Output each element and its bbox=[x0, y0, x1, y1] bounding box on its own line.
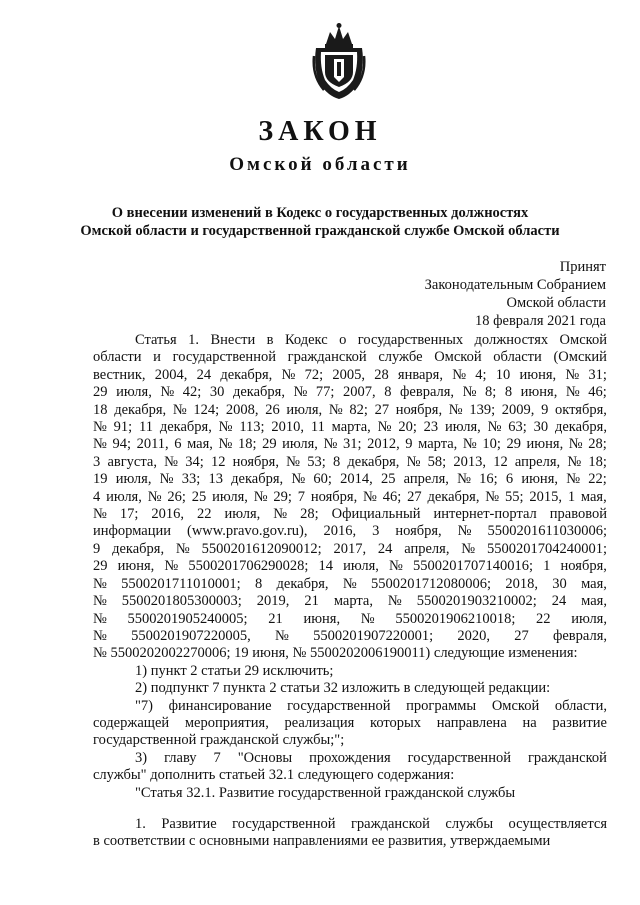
accepted-by: Законодательным Собранием bbox=[424, 277, 606, 293]
body-word: 5500201907220001; bbox=[313, 627, 434, 644]
law-subject bbox=[0, 204, 640, 240]
body-word: содержащей bbox=[93, 714, 170, 731]
body-word: марта, bbox=[418, 436, 458, 453]
body-word: Омской bbox=[559, 332, 607, 348]
body-word: января, bbox=[397, 366, 443, 383]
body-word: июля, bbox=[286, 401, 323, 418]
body-word: декабря, bbox=[220, 366, 273, 383]
body-word: августа, bbox=[107, 453, 157, 470]
body-word: 5500201712080006; bbox=[371, 575, 492, 592]
body-line: "Статья 32.1. Развитие государственной гражданской службы bbox=[135, 784, 516, 801]
body-line bbox=[93, 367, 607, 384]
body-word: 20; bbox=[398, 419, 417, 436]
body-word: развитие bbox=[552, 714, 607, 731]
body-word: № bbox=[462, 384, 477, 401]
body-word: "Основы bbox=[237, 749, 293, 766]
body-line bbox=[93, 349, 607, 366]
body-word: (www.pravo.gov.ru), bbox=[186, 523, 308, 540]
body-word: 29 bbox=[262, 436, 277, 453]
body-word: 10 bbox=[495, 366, 511, 383]
body-word: 58; bbox=[427, 453, 447, 470]
body-word: апреля, bbox=[403, 471, 449, 488]
body-word: Статья bbox=[135, 332, 177, 348]
body-word: 8 bbox=[332, 453, 341, 470]
body-word: 6 bbox=[505, 471, 514, 488]
body-word: 23 bbox=[423, 419, 439, 436]
body-word: 22 bbox=[536, 610, 551, 627]
body-word: государственной bbox=[407, 749, 511, 766]
body-word: № bbox=[93, 610, 107, 627]
body-word: 11 bbox=[139, 419, 153, 436]
body-word: № bbox=[461, 540, 476, 557]
body-word: декабря, bbox=[112, 540, 165, 557]
body-word: июня, bbox=[520, 384, 558, 401]
body-word: апреля, bbox=[514, 453, 561, 470]
body-word: 5500201706290028; bbox=[188, 558, 309, 575]
body-word: 27 bbox=[407, 488, 422, 505]
body-word: № bbox=[93, 575, 107, 592]
body-line bbox=[93, 402, 607, 419]
body-word: 2016, bbox=[151, 506, 184, 523]
body-word: 8 bbox=[504, 384, 513, 401]
body-word: № bbox=[175, 540, 190, 557]
body-word: Кодекс bbox=[284, 332, 328, 348]
body-word: № bbox=[274, 627, 289, 644]
body-word: 12 bbox=[493, 453, 508, 470]
body-word: 29; bbox=[273, 488, 292, 505]
body-line bbox=[93, 611, 607, 628]
body-word: о bbox=[339, 332, 347, 348]
body-word: декабря, bbox=[427, 488, 480, 505]
body-word: 31; bbox=[342, 436, 362, 453]
body-word: 28; bbox=[300, 506, 319, 523]
body-word: № bbox=[93, 627, 107, 644]
body-word: декабря, bbox=[276, 575, 329, 592]
body-word: прохождения bbox=[309, 749, 391, 766]
body-word: июля, bbox=[212, 488, 248, 505]
body-word: "7) bbox=[135, 697, 153, 714]
body-line bbox=[93, 541, 607, 558]
body-word: 82; bbox=[349, 401, 368, 418]
body-line: 2) подпункт 7 пункта 2 статьи 32 изложить в следующей редакции: bbox=[135, 680, 551, 697]
body-word: гражданской bbox=[350, 815, 430, 832]
body-word: 2008, bbox=[225, 401, 259, 418]
body-word: февраля, bbox=[400, 384, 455, 401]
body-word: апреля, bbox=[404, 540, 450, 557]
body-word: 1 bbox=[543, 558, 551, 575]
body-word: 29 bbox=[506, 436, 521, 453]
body-word: № bbox=[457, 523, 472, 540]
body-word: 10; bbox=[482, 436, 501, 453]
body-word: 24 bbox=[196, 366, 212, 383]
body-word: февраля, bbox=[552, 627, 607, 644]
body-word: № bbox=[93, 593, 107, 610]
acceptance-block bbox=[425, 258, 606, 330]
body-word: № bbox=[377, 419, 392, 436]
body-word: № bbox=[286, 453, 301, 470]
body-word: 33; bbox=[181, 471, 201, 488]
body-word: 60; bbox=[313, 471, 332, 488]
body-word: декабря, bbox=[232, 384, 285, 401]
body-word: 55; bbox=[504, 488, 524, 505]
body-word: № bbox=[568, 436, 583, 453]
body-line bbox=[93, 698, 607, 715]
body-word: 9 bbox=[93, 540, 101, 557]
body-word: 12 bbox=[210, 453, 226, 470]
body-word: 3) bbox=[135, 749, 148, 766]
body-word: № bbox=[565, 384, 580, 401]
body-word: мая, bbox=[580, 488, 607, 505]
body-word: 9 bbox=[405, 436, 413, 453]
body-word: 5500201906210018; bbox=[395, 610, 516, 627]
body-word: вестник, bbox=[93, 366, 146, 383]
body-word: 29 bbox=[93, 384, 108, 401]
body-word: 1 bbox=[567, 488, 576, 505]
body-line bbox=[93, 715, 607, 732]
accepted-region: Омской области bbox=[506, 295, 606, 311]
body-word: 1. bbox=[135, 815, 146, 832]
body-word: 46; bbox=[588, 384, 607, 401]
body-word: № bbox=[218, 436, 233, 453]
body-word: 7 bbox=[297, 488, 306, 505]
body-word: 63; bbox=[508, 419, 527, 436]
body-word: 2007, bbox=[343, 384, 376, 401]
body-word: 8 bbox=[254, 575, 263, 592]
body-word: 77; bbox=[315, 384, 335, 401]
body-line bbox=[93, 419, 607, 436]
body-line bbox=[93, 750, 607, 767]
body-word: 30 bbox=[533, 419, 549, 436]
body-line bbox=[93, 436, 607, 453]
body-word: области, bbox=[554, 697, 607, 714]
body-line bbox=[93, 576, 607, 593]
body-word: 21 bbox=[268, 610, 283, 627]
body-word: 27 bbox=[514, 627, 529, 644]
body-word: 42; bbox=[182, 384, 202, 401]
body-word: службы bbox=[445, 815, 494, 832]
body-word: марта, bbox=[331, 419, 371, 436]
body-word: государственных bbox=[357, 332, 464, 348]
body-word: № bbox=[273, 506, 288, 523]
body-word: 5500201611030006; bbox=[487, 523, 607, 540]
body-word: реализация bbox=[284, 714, 355, 731]
body-word: 2014, bbox=[340, 471, 373, 488]
body-word: № bbox=[147, 488, 162, 505]
body-word: мероприятия, bbox=[184, 714, 269, 731]
body-word: июня, bbox=[303, 610, 341, 627]
body-word: № bbox=[253, 488, 268, 505]
body-word: ноября, bbox=[232, 453, 279, 470]
body-word: Внести bbox=[210, 332, 256, 348]
body-word: № bbox=[93, 419, 107, 436]
body-word: № bbox=[93, 506, 107, 523]
body-word: 21 bbox=[304, 593, 319, 610]
body-word: июля, bbox=[571, 610, 607, 627]
body-word: 5500201903210002; bbox=[416, 593, 537, 610]
law-title: ЗАКОН bbox=[258, 116, 382, 147]
body-word: 1. bbox=[188, 332, 199, 348]
body-word: № bbox=[363, 488, 377, 505]
body-word: № bbox=[342, 575, 357, 592]
body-word: 2016, bbox=[323, 523, 357, 540]
body-word: Омской bbox=[434, 349, 482, 366]
body-word: 2018, bbox=[505, 575, 538, 592]
body-line bbox=[93, 489, 607, 506]
body-word: должностях bbox=[474, 332, 549, 348]
body-word: ноября, bbox=[310, 488, 358, 505]
body-line bbox=[93, 523, 607, 540]
body-word: 124; bbox=[193, 401, 220, 418]
subject-line: Омской области и государственной гражданской службе Омской области bbox=[80, 223, 560, 239]
body-word: 46; bbox=[382, 488, 402, 505]
body-word: 3 bbox=[372, 523, 380, 540]
body-word: № bbox=[160, 384, 175, 401]
body-word: декабря, bbox=[159, 419, 212, 436]
body-word: 5500201805300003; bbox=[121, 593, 242, 610]
body-word: июля, bbox=[445, 419, 481, 436]
body-word: 6 bbox=[174, 436, 182, 453]
body-word: июля, bbox=[115, 471, 152, 488]
body-word: 53; bbox=[307, 453, 326, 470]
accepted-label: Принят bbox=[559, 259, 606, 275]
body-word: 14 bbox=[318, 558, 334, 575]
body-word: № bbox=[218, 419, 233, 436]
body-word: 5500201711010001; bbox=[121, 575, 241, 592]
body-word: 26; bbox=[167, 488, 186, 505]
body-word: 139; bbox=[469, 401, 496, 418]
body-word: 2017, bbox=[333, 540, 367, 557]
body-word: 13 bbox=[208, 471, 223, 488]
body-word: № bbox=[281, 366, 296, 383]
body-word: 5500201907220005, bbox=[131, 627, 251, 644]
body-word: № bbox=[323, 436, 338, 453]
body-word: на bbox=[522, 714, 537, 731]
body-line bbox=[93, 593, 607, 610]
body-word: Омской bbox=[491, 697, 540, 714]
body-word: № bbox=[567, 453, 582, 470]
body-word: октября, bbox=[555, 401, 607, 418]
body-line bbox=[93, 332, 607, 349]
body-word: декабря, bbox=[554, 419, 607, 436]
body-word: ноября, bbox=[395, 401, 443, 418]
body-word: осуществляется bbox=[508, 815, 607, 832]
body-word: интернет-портал bbox=[433, 506, 537, 523]
body-line: службы" дополнить статьей 32.1 следующего содержания: bbox=[93, 767, 455, 784]
body-word: 8; bbox=[485, 384, 497, 401]
body-word: № bbox=[159, 471, 174, 488]
body-word: 29 bbox=[93, 558, 108, 575]
body-word: и bbox=[153, 349, 161, 366]
body-word: № bbox=[452, 366, 467, 383]
body-word: июля, bbox=[224, 506, 261, 523]
body-word: № bbox=[565, 366, 580, 383]
body-word: 94; bbox=[112, 436, 131, 453]
body-word: гражданской bbox=[287, 349, 367, 366]
body-word: № bbox=[485, 488, 500, 505]
body-word: декабря, bbox=[347, 453, 400, 470]
body-word: 25 bbox=[380, 471, 396, 488]
body-word: направлена bbox=[436, 714, 507, 731]
body-word: главу bbox=[164, 749, 197, 766]
law-body bbox=[93, 332, 607, 851]
body-word: июня, bbox=[521, 471, 558, 488]
body-word: № bbox=[291, 471, 306, 488]
body-word: № bbox=[164, 558, 179, 575]
body-word: декабря, bbox=[231, 471, 284, 488]
body-line: государственной гражданской службы;"; bbox=[93, 732, 345, 749]
body-word: 18; bbox=[588, 453, 607, 470]
body-word: ноября, bbox=[395, 523, 442, 540]
body-line bbox=[93, 454, 607, 471]
body-word: 24 bbox=[377, 540, 393, 557]
body-word: государственной bbox=[232, 815, 336, 832]
body-word: № bbox=[360, 610, 375, 627]
body-word: декабря, bbox=[114, 401, 167, 418]
body-word: № bbox=[406, 453, 421, 470]
body-word: 24 bbox=[551, 593, 567, 610]
body-word: № bbox=[487, 419, 502, 436]
body-word: 72; bbox=[304, 366, 324, 383]
body-word: 30 bbox=[209, 384, 225, 401]
body-word: программы bbox=[406, 697, 477, 714]
body-word: которых bbox=[370, 714, 422, 731]
region-name: Омской области bbox=[229, 154, 411, 175]
body-word: 5500201905240005; bbox=[127, 610, 248, 627]
body-word: марта, bbox=[333, 593, 373, 610]
body-word: финансирование bbox=[168, 697, 272, 714]
body-word: мая, bbox=[187, 436, 213, 453]
body-word: 2013, bbox=[453, 453, 487, 470]
body-word: 25 bbox=[191, 488, 207, 505]
body-word: государственной bbox=[172, 349, 276, 366]
body-word: 2004, bbox=[154, 366, 188, 383]
body-word: 2012, bbox=[367, 436, 400, 453]
body-line: 1) пункт 2 статьи 29 исключить; bbox=[135, 662, 334, 679]
body-word: 8 bbox=[384, 384, 392, 401]
body-word: области bbox=[493, 349, 542, 366]
body-word: 30 bbox=[552, 575, 567, 592]
body-word: июля, bbox=[116, 384, 152, 401]
body-word: 28; bbox=[588, 436, 607, 453]
body-word: службе bbox=[378, 349, 423, 366]
body-word: № bbox=[457, 471, 471, 488]
body-word: 18 bbox=[93, 401, 108, 418]
body-word: 2010, bbox=[271, 419, 305, 436]
subject-line: О внесении изменений в Кодекс о государственных должностях bbox=[111, 205, 529, 221]
body-word: июля, bbox=[343, 558, 379, 575]
body-word: июня, bbox=[519, 366, 557, 383]
body-word: 5500201707140016; bbox=[413, 558, 534, 575]
body-word: № bbox=[172, 401, 187, 418]
paragraph-gap bbox=[93, 802, 607, 816]
body-line: в соответствии с основными направлениями ее развития, утверждаемыми bbox=[93, 833, 551, 850]
body-word: правовой bbox=[549, 506, 607, 523]
body-word: № bbox=[448, 401, 463, 418]
body-word: 2020, bbox=[457, 627, 490, 644]
body-line bbox=[93, 628, 607, 645]
body-word: 18; bbox=[237, 436, 257, 453]
body-word: 2005, bbox=[332, 366, 365, 383]
body-word: 5500201704240001; bbox=[486, 540, 607, 557]
body-word: информации bbox=[93, 523, 171, 540]
body-word: 26 bbox=[265, 401, 280, 418]
body-word: 31; bbox=[588, 366, 607, 383]
body-word: № bbox=[293, 384, 308, 401]
body-word: 22 bbox=[197, 506, 212, 523]
body-word: в bbox=[266, 332, 274, 348]
body-line: № 5500202002270006; 19 июня, № 5500202006190011) следующие изменения: bbox=[93, 645, 578, 662]
body-line bbox=[93, 558, 607, 575]
body-word: 11 bbox=[310, 419, 325, 436]
body-word: № bbox=[387, 593, 402, 610]
body-word: 2009, bbox=[501, 401, 535, 418]
body-word: июля, bbox=[282, 436, 318, 453]
body-word: 16; bbox=[479, 471, 498, 488]
body-word: 19 bbox=[93, 471, 108, 488]
body-word: 2011, bbox=[136, 436, 169, 453]
body-word: области bbox=[93, 349, 142, 366]
body-word: (Омский bbox=[553, 349, 607, 366]
body-word: Официальный bbox=[331, 506, 421, 523]
body-word: № bbox=[566, 471, 581, 488]
body-word: 17; bbox=[119, 506, 139, 523]
body-line bbox=[93, 506, 607, 523]
body-word: 7 bbox=[213, 749, 221, 766]
accepted-date: 18 февраля 2021 года bbox=[474, 313, 606, 329]
body-word: гражданской bbox=[527, 749, 607, 766]
body-word: № bbox=[462, 436, 477, 453]
body-word: 9 bbox=[541, 401, 549, 418]
body-word: 34; bbox=[185, 453, 204, 470]
body-line bbox=[93, 816, 607, 833]
body-word: № bbox=[164, 453, 178, 470]
body-word: № bbox=[93, 436, 107, 453]
body-word: 4; bbox=[475, 366, 487, 383]
body-word: 2015, bbox=[529, 488, 562, 505]
body-word: 113; bbox=[239, 419, 265, 436]
body-word: июня, bbox=[526, 436, 564, 453]
body-word: 2019, bbox=[256, 593, 290, 610]
body-word: ноября, bbox=[560, 558, 607, 575]
body-line bbox=[93, 471, 607, 488]
body-word: 5500201612090012; bbox=[201, 540, 322, 557]
body-word: 3 bbox=[93, 453, 101, 470]
body-word: № bbox=[328, 401, 343, 418]
body-word: 27 bbox=[374, 401, 390, 418]
body-word: июня, bbox=[117, 558, 155, 575]
body-word: мая, bbox=[581, 593, 607, 610]
body-word: мая, bbox=[581, 575, 607, 592]
body-word: № bbox=[389, 558, 403, 575]
body-word: 22; bbox=[588, 471, 607, 488]
body-word: 4 bbox=[93, 488, 101, 505]
body-line bbox=[93, 384, 607, 401]
body-word: 28 bbox=[374, 366, 389, 383]
body-word: Развитие bbox=[161, 815, 217, 832]
coat-of-arms-icon bbox=[312, 22, 366, 100]
body-word: 91; bbox=[113, 419, 133, 436]
body-word: июля, bbox=[106, 488, 142, 505]
body-word: государственной bbox=[287, 697, 391, 714]
